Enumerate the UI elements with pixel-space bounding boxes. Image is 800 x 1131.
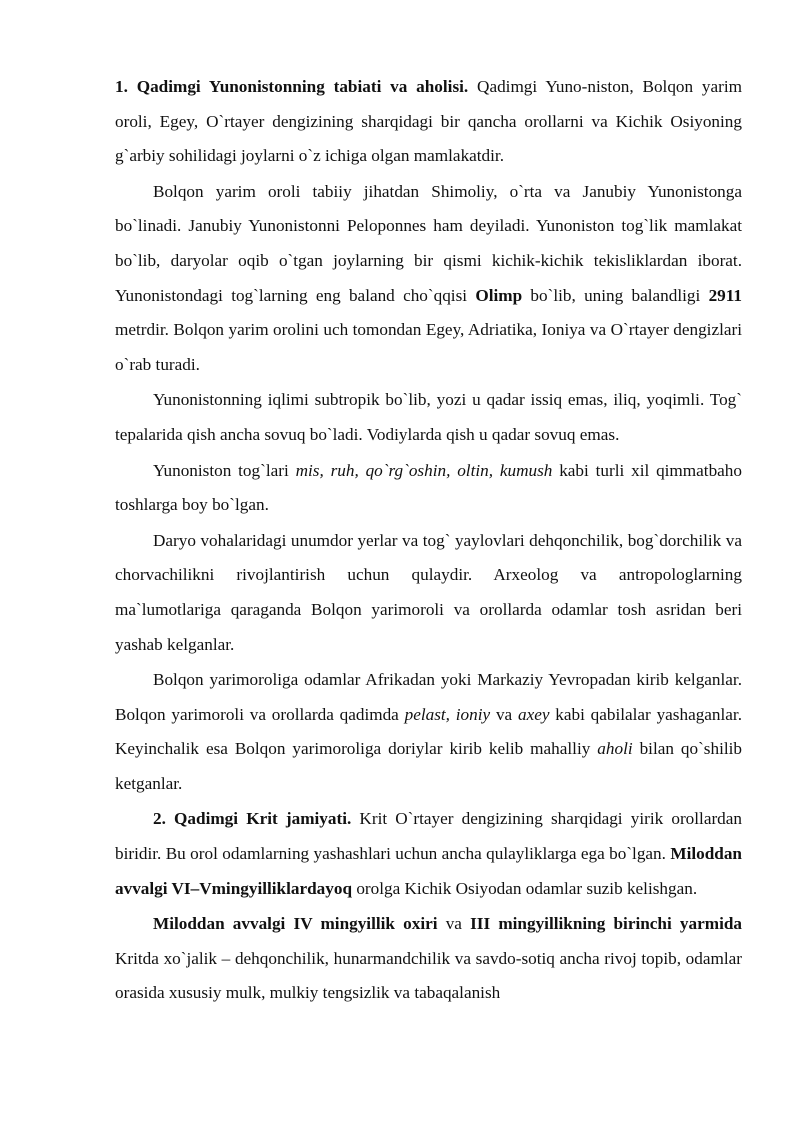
text-run: kabi turli xil qimmatbaho toshlarga boy bo`lgan. bbox=[115, 460, 742, 515]
text-run: Yunoniston tog`lari bbox=[153, 460, 296, 480]
section-heading-1: 1. Qadimgi Yunonistonning tabiati va aholisi. bbox=[115, 77, 469, 96]
bold-date-2: III mingyillikning birinchi yarmida bbox=[470, 914, 742, 934]
bold-date-1: Miloddan avvalgi IV mingyillik oxiri bbox=[153, 914, 438, 934]
text-run: Daryo vohalaridagi unumdor yerlar va tog` yaylovlari dehqonchilik, bog`dorchilik va chorvachilikni rivojlantirish uchun qulaydir. Arxeolog va antropologlarning ma`lumotlariga qaraganda Bolqon yarimoroli va orollarda odamlar tosh asridan beri yashab kelganlar. bbox=[115, 530, 742, 654]
text-run: Kritda xo`jalik – dehqonchilik, hunarmandchilik va savdo-sotiq ancha rivoj topib, odamlar orasida xususiy mulk, mulkiy tengsizlik va tabaqalanish bbox=[115, 948, 742, 1003]
paragraph-3 bbox=[115, 383, 742, 452]
bold-term-olimp: Olimp bbox=[475, 285, 523, 305]
bold-number-height: 2911 bbox=[708, 285, 742, 305]
text-run: Qadimgi Yuno-niston, Bolqon yarim oroli, Egey, O`rtayer dengizining sharqidagi bir qancha orollarni va Kichik Osiyoning g`arbiy sohilidagi joylarni o`z ichiga olgan mamlakatdir. bbox=[115, 77, 743, 166]
text-run: va bbox=[490, 704, 518, 724]
text-run: Krit O`rtayer dengizining sharqidagi yirik orollardan biridir. Bu orol odamlarning yashashlari uchun ancha qulayliklarga ega bo`lgan. bbox=[115, 809, 742, 864]
text-run: metrdir. Bolqon yarim orolini uch tomondan Egey, Adriatika, Ioniya va O`rtayer dengizlari o`rab turadi. bbox=[115, 320, 742, 374]
section-heading-2: 2. Qadimgi Krit jamiyati. bbox=[153, 809, 352, 829]
paragraph-8 bbox=[115, 907, 742, 1011]
text-run: bilan qo`shilib ketganlar. bbox=[115, 739, 742, 793]
text-run: orolga Kichik Osiyodan odamlar suzib kelishgan. bbox=[352, 878, 698, 898]
paragraph-6 bbox=[115, 663, 742, 801]
bold-date-range: Miloddan avvalgi VI–Vmingyilliklardayoq bbox=[115, 844, 742, 898]
italic-aholi: aholi bbox=[597, 739, 633, 759]
paragraph-5 bbox=[115, 524, 742, 662]
italic-tribe-axey: axey bbox=[517, 704, 550, 724]
italic-tribes: pelast, ioniy bbox=[404, 704, 491, 724]
italic-minerals: mis, ruh, qo`rg`oshin, oltin, kumush bbox=[295, 460, 553, 480]
paragraph-4 bbox=[115, 454, 742, 523]
text-run: Yunonistonning iqlimi subtropik bo`lib, yozi u qadar issiq emas, iliq, yoqimli. Tog` tepalarida qish ancha sovuq bo`ladi. Vodiylarda qish u qadar sovuq emas. bbox=[115, 390, 742, 444]
text-run: Bolqon yarim oroli tabiiy jihatdan Shimoliy, o`rta va Janubiy Yunonistonga bo`linadi. Janubiy Yunonistonni Peloponnes ham deyiladi. Yunoniston tog`lik mamlakat bo`lib, daryolar oqib o`tgan joylarning bir qismi kichik-kichik tekisliklardan iborat. Yunonistondagi tog`larning eng baland cho`qqisi bbox=[115, 181, 742, 305]
text-run: Bolqon yarimoroliga odamlar Afrikadan yoki Markaziy Yevropadan kirib kelganlar. Bolqon yarimoroli va orollarda qadimda bbox=[115, 670, 742, 724]
paragraph-7 bbox=[115, 802, 742, 906]
paragraph-2 bbox=[115, 175, 742, 383]
text-run: va bbox=[437, 914, 471, 934]
paragraph-1 bbox=[115, 70, 742, 174]
text-run: kabi qabilalar yashaganlar. Keyinchalik esa Bolqon yarimoroliga doriylar kirib kelib mahalliy bbox=[115, 704, 742, 759]
text-run: bo`lib, uning balandligi bbox=[522, 285, 709, 305]
